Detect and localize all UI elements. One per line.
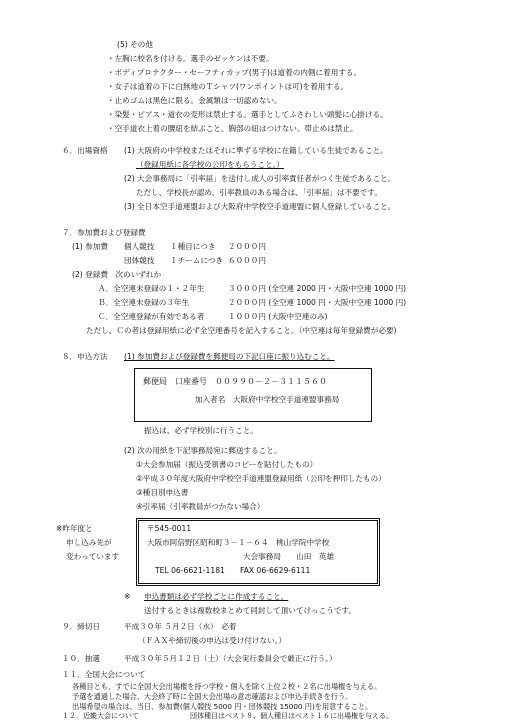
lottery-date: 平成３０年５月１２日（土）（大会実行委員会で厳正に行う。） [124, 654, 337, 663]
s12-line-1: 団体種目はベスト８、個人種目はベスト１６に出場権を与える。 [190, 712, 393, 720]
section-8-heading: ８．申込方法 [62, 352, 108, 361]
section-9-heading: ９．締切日 [62, 622, 100, 631]
section-12-heading: １２．近畿大会について [62, 712, 139, 720]
s7-individual-detail: １種目につき [170, 242, 216, 251]
s7-note: ただし、Ｃの者は登録用紙に必ず全空連番号を記入すること。（中空連は毎年登録費が必要) [86, 326, 397, 335]
s11-line-1: 各種目とも、すでに全国大会出場権を持つ学校・個人を除く上位２校・２名に出場権を与える。 [72, 682, 382, 691]
section-5-title: (5) その他 [117, 40, 153, 49]
s6-line-3: (3) 全日本空手道連盟および大阪府中学校空手道連盟に個人登録していること。 [124, 202, 396, 211]
s6-line-1b: （登録用紙に各学校の公印をもらうこと。） [136, 160, 285, 169]
changed-address-note-2: 申し込み先が [66, 538, 112, 547]
section-11-heading: １１．全国大会について [62, 670, 146, 679]
doc-4: ④引率届（引率教員がつかない場合） [136, 502, 265, 511]
deadline-note: （ＦＡＸや締切後の申込は受け付けない。） [138, 636, 287, 645]
s5-item-3: ・女子は道着の下に白無地のＴシャツ(ワンポイントは可)を着用する。 [107, 82, 349, 91]
s5-item-2: ・ボディプロテクター・セーフティカップ(男子)は道着の内側に着用する。 [107, 68, 362, 77]
changed-address-note-3: 変わっています [66, 552, 120, 561]
postal-code: 〒545-0011 [147, 524, 192, 533]
s7-team-detail: １チームにつき [170, 256, 224, 265]
s6-line-2: (2) 大会事務局に「引率届」を送付し成人の引率責任者がつく生徒であること。 [124, 174, 396, 183]
s7-row-a-value: ３０００円 (全空連 2000 円・大阪中空連 1000 円) [228, 284, 407, 293]
changed-address-note-1: ※昨年度と [56, 524, 93, 533]
transfer-note: 振込は、必ず学校別に行うこと。 [144, 426, 258, 435]
s7-row-c-value: １０００円 (大阪中空連のみ) [228, 312, 328, 321]
s7-registration-title: (2) 登録費 次のいずれか [72, 270, 162, 279]
s5-item-6: ・空手道衣上着の腰紐を結ぶこと。胸部の紐はつけない。帯止めは禁止。 [107, 124, 358, 133]
office-tel-fax: TEL 06-6621-1181 FAX 06-6629-6111 [155, 566, 311, 575]
s7-team-amount: ６０００円 [228, 256, 266, 265]
s7-individual-label: 個人競技 [124, 242, 155, 251]
s8-method-2: (2) 次の用紙を下記事務局宛に郵送すること。 [124, 446, 282, 455]
section-7-heading: ７．参加費および登録費 [62, 228, 146, 237]
bank-account-holder: 加入者名 大阪府中学校空手道連盟事務局 [195, 395, 340, 404]
warning-mark: ※ [124, 592, 131, 601]
s6-line-2b: ただし、学校長が認め、引率教員のある場合は、「引率届」は不要です。 [136, 188, 382, 197]
doc-3: ③種目別申込書 [136, 488, 189, 497]
deadline-date: 平成３０年 ５月２日（水） 必着 [124, 622, 237, 631]
section-6-heading: ６．出場資格 [62, 146, 108, 155]
bulk-send-note: 送付するときは複数校まとめて同封して頂いてけっこうです。 [144, 606, 357, 615]
bank-account-number: 郵便局 口座番号 ００９９０－２－３１１５６０ [143, 377, 327, 386]
per-school-warning: 申込書類は必ず学校ごとに作成すること。 [144, 592, 289, 601]
s7-row-a-key: Ａ．全空連未登録の１・２年生 [98, 284, 205, 293]
s7-fee-title: (1) 参加費 [72, 242, 108, 251]
s11-line-3: 出場希望の場合は、当日、参加費(個人競技 5000 円・団体競技 15000 円)を用意すること。 [72, 702, 373, 711]
s6-line-1: (1) 大阪府の中学校またはそれに準ずる学校に在籍している生徒であること。 [124, 146, 388, 155]
s7-row-c-key: Ｃ．全空連登録が有効である者 [98, 312, 205, 321]
s7-team-label: 団体競技 [124, 256, 155, 265]
office-address: 大阪市阿倍野区昭和町３－１－６４ 桃山学院中学校 [147, 538, 330, 547]
s5-item-1: ・左胸に校名を付ける。選手のゼッケンは不要。 [107, 54, 274, 63]
s7-row-b-value: ２０００円 (全空連 1000 円・大阪中空連 1000 円) [228, 298, 407, 307]
section-10-heading: １０．抽選 [62, 654, 100, 663]
s8-method-1: (1) 参加費および登録費を郵便局の下記口座に振り込むこと。 [124, 352, 335, 361]
doc-2: ②平成３０年度大阪府中学校空手道連盟登録用紙（公印を押印したもの） [136, 474, 386, 483]
office-address-box [136, 518, 380, 586]
s7-row-b-key: Ｂ．全空連未登録の３年生 [98, 298, 190, 307]
s5-item-5: ・染髪・ピアス・道衣の変形は禁止する。選手としてふさわしい頭髪に心掛ける。 [107, 110, 388, 119]
s7-individual-amount: ２０００円 [228, 242, 266, 251]
office-contact: 大会事務局 山田 英雄 [243, 552, 335, 561]
s11-line-2: 予選を通過した場合、大会終了時に全国大会出場の意志確認および申込手続きを行う。 [72, 692, 353, 701]
s5-item-4: ・止めゴムは黒色に限る。金属類は一切認めない。 [107, 96, 282, 105]
doc-1: ①大会参加届（振込受領書のコピーを貼付したもの） [136, 460, 318, 469]
bank-account-box [134, 368, 372, 422]
